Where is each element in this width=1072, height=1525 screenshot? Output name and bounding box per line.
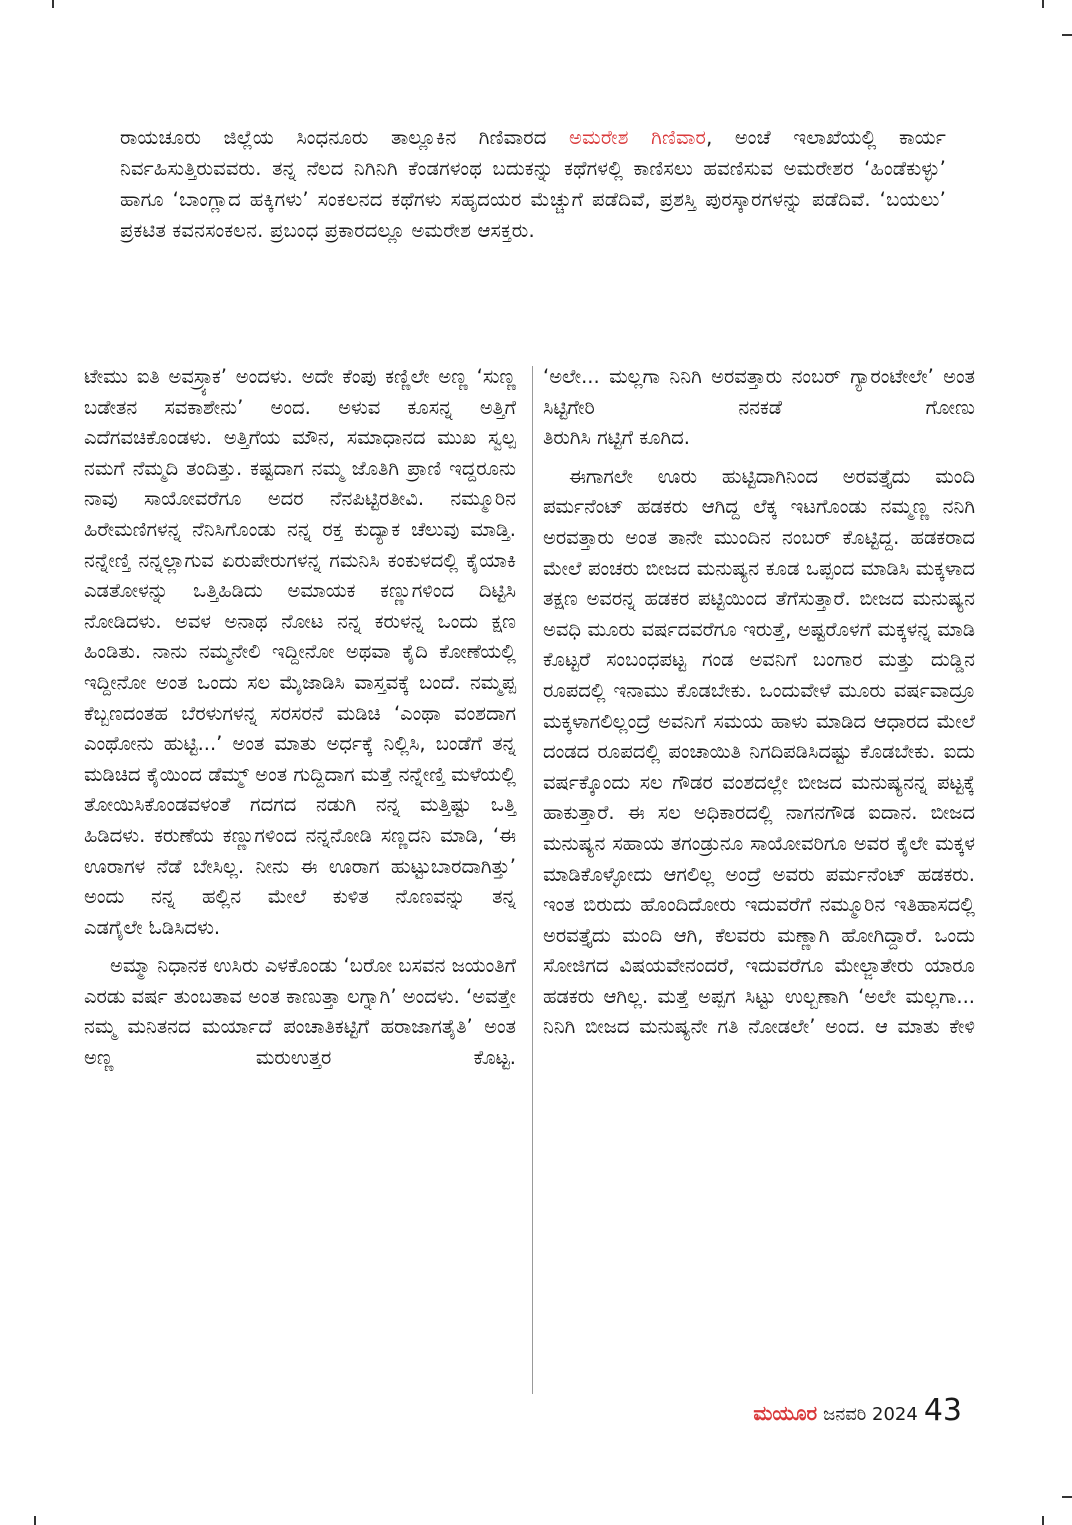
- bio-text-part1: ರಾಯಚೂರು ಜಿಲ್ಲೆಯ ಸಿಂಧನೂರು ತಾಲ್ಲೂಕಿನ ಗಿಣಿವಾರದ: [120, 126, 570, 149]
- right-paragraph-1-last-line: ತಿರುಗಿಸಿ ಗಟ್ಟಿಗೆ ಕೂಗಿದ.: [543, 426, 690, 450]
- left-paragraph-2: ಅಮ್ಮಾ ನಿಧಾನಕ ಉಸಿರು ಎಳಕೊಂಡು ‘ಬರೋ ಬಸವನ ಜಯಂತಿಗೆ ಎರಡು ವರ್ಷ ತುಂಬತಾವ ಅಂತ ಕಾಣುತ್ತಾ ಲಗ್ನಾಗಿ’ ಅಂದಳು. ‘ಅವತ್ತೇ ನಮ್ಮ ಮನಿತನದ ಮರ್ಯಾದೆ ಪಂಚಾತಿಕಟ್ಟಿಗೆ ಹರಾಜಾಗತೈತಿ’ ಅಂತ ಅಣ್ಣ ಮರುಉತ್ತರ ಕೊಟ್ಟ.: [84, 954, 516, 1070]
- right-paragraph-1-text: ‘ಅಲೇ... ಮಲ್ಲಗಾ ನಿನಿಗಿ ಅರವತ್ತಾರು ನಂಬರ್ ಗ್ಯಾರಂಟೇಲೇ’ ಅಂತ ಸಿಟ್ಟಿಗೇರಿ ನನಕಡೆ ಗೋಣು: [543, 365, 975, 419]
- crop-mark-right-bottom: [1062, 1496, 1072, 1498]
- crop-mark-right-top: [1062, 34, 1072, 36]
- page-footer: [753, 1393, 962, 1428]
- crop-mark-top-left: [52, 0, 54, 8]
- author-bio: [120, 122, 946, 246]
- right-paragraph-2: ಈಗಾಗಲೇ ಊರು ಹುಟ್ಟಿದಾಗಿನಿಂದ ಅರವತ್ತೈದು ಮಂದಿ ಪರ್ಮನೆಂಟ್ ಹಡಕರು ಆಗಿದ್ದ ಲೆಕ್ಕ ಇಟಗೊಂಡು ನಮ್ಮಣ್ಣ ನನಿಗಿ ಅರವತ್ತಾರು ಅಂತ ತಾನೇ ಮುಂದಿನ ನಂಬರ್ ಕೊಟ್ಟಿದ್ದ. ಹಡಕರಾದ ಮೇಲೆ ಪಂಚರು ಬೀಜದ ಮನುಷ್ಯನ ಕೂಡ ಒಪ್ಪಂದ ಮಾಡಿಸಿ ಮಕ್ಕಳಾದ ತಕ್ಷಣ ಅವರನ್ನ ಹಡಕರ ಪಟ್ಟಿಯಿಂದ ತೆಗೆಸುತ್ತಾರೆ. ಬೀಜದ ಮನುಷ್ಯನ ಅವಧಿ ಮೂರು ವರ್ಷದವರೆಗೂ ಇರುತ್ತೆ, ಅಷ್ಟರೊಳಗೆ ಮಕ್ಕಳನ್ನ ಮಾಡಿ ಕೊಟ್ಟರೆ ಸಂಬಂಧಪಟ್ಟ ಗಂಡ ಅವನಿಗೆ ಬಂಗಾರ ಮತ್ತು ದುಡ್ಡಿನ ರೂಪದಲ್ಲಿ ಇನಾಮು ಕೊಡಬೇಕು. ಒಂದುವೇಳೆ ಮೂರು ವರ್ಷವಾದ್ರೂ ಮಕ್ಕಳಾಗಲಿಲ್ಲಂದ್ರೆ ಅವನಿಗೆ ಸಮಯ ಹಾಳು ಮಾಡಿದ ಆಧಾರದ ಮೇಲೆ ದಂಡದ ರೂಪದಲ್ಲಿ ಪಂಚಾಯಿತಿ ನಿಗದಿಪಡಿಸಿದಷ್ಟು ಕೊಡಬೇಕು. ಐದು ವರ್ಷಕ್ಕೊಂದು ಸಲ ಗೌಡರ ವಂಶದಲ್ಲೇ ಬೀಜದ ಮನುಷ್ಯನನ್ನ ಪಟ್ಟಕ್ಕೆ ಹಾಕುತ್ತಾರೆ. ಈ ಸಲ ಅಧಿಕಾರದಲ್ಲಿ ನಾಗನಗೌಡ ಐದಾನ. ಬೀಜದ ಮನುಷ್ಯನ ಸಹಾಯ ತಗಂಡ್ರುನೂ ಸಾಯೋವರಿಗೂ ಅವರ ಕೈಲೇ ಮಕ್ಕಳ ಮಾಡಿಕೊಳ್ಳೋದು ಆಗಲಿಲ್ಲ ಅಂದ್ರೆ ಅವರು ಪರ್ಮನೆಂಟ್ ಹಡಕರು. ಇಂತ ಬಿರುದು ಹೊಂದಿದೋರು ಇದುವರೆಗೆ ನಮ್ಮೂರಿನ ಇತಿಹಾಸದಲ್ಲಿ ಅರವತ್ತೈದು ಮಂದಿ ಆಗಿ, ಕೆಲವರು ಮಣ್ಣಾಗಿ ಹೋಗಿದ್ದಾರೆ. ಒಂದು ಸೋಜಿಗದ ವಿಷಯವೇನಂದರೆ, ಇದುವರೆಗೂ ಮೇಲ್ಜಾತೇರು ಯಾರೂ ಹಡಕರು ಆಗಿಲ್ಲ. ಮತ್ತೆ ಅಪ್ಪಗ ಸಿಟ್ಟು ಉಲ್ಬಣಾಗಿ ‘ಅಲೇ ಮಲ್ಲಗಾ... ನಿನಿಗಿ ಬೀಜದ ಮನುಷ್ಯನೇ ಗತಿ ನೋಡಲೇ’ ಅಂದ. ಆ ಮಾತು ಕೇಳಿ: [543, 464, 975, 1039]
- crop-mark-bottom-left: [34, 1516, 36, 1525]
- left-paragraph-1-text: ಟೇಮು ಐತಿ ಅವಸ್ರ್ಯಾಕ’ ಅಂದಳು. ಅದೇ ಕೆಂಪು ಕಣ್ಣಿಲೇ ಅಣ್ಣ ‘ಸುಣ್ಣ ಬಡೇತನ ಸವಕಾಶೇನು’ ಅಂದ. ಅಳುವ ಕೂಸನ್ನ ಅತ್ತಿಗೆ ಎದೆಗವಚಿಕೊಂಡಳು. ಅತ್ತಿಗೆಯ ಮೌನ, ಸಮಾಧಾನದ ಮುಖ ಸ್ವಲ್ಪ ನಮಗೆ ನೆಮ್ಮದಿ ತಂದಿತ್ತು. ಕಷ್ಟದಾಗ ನಮ್ಮ ಜೊತಿಗಿ ಪ್ರಾಣಿ ಇದ್ದರೂನು ನಾವು ಸಾಯೋವರೆಗೂ ಅದರ ನೆನಪಿಟ್ಟಿರತೀವಿ. ನಮ್ಮೂರಿನ ಹಿರೇಮಣಿಗಳನ್ನ ನೆನಿಸಿಗೊಂಡು ನನ್ನ ರಕ್ತ ಕುದ್ಯಾಕ ಚೆಲುವು ಮಾಡ್ತಿ. ನನ್ನೇಣ್ತಿ ನನ್ನಲ್ಲಾಗುವ ಏರುಪೇರುಗಳನ್ನ ಗಮನಿಸಿ ಕಂಕುಳದಲ್ಲಿ ಕೈಯಾಕಿ ಎಡತೋಳನ್ನು ಒತ್ತಿಹಿಡಿದು ಅಮಾಯಕ ಕಣ್ಣುಗಳಿಂದ ದಿಟ್ಟಿಸಿ ನೋಡಿದಳು. ಅವಳ ಅನಾಥ ನೋಟ ನನ್ನ ಕರುಳನ್ನ ಒಂದು ಕ್ಷಣ ಹಿಂಡಿತು. ನಾನು ನಮ್ಮನೇಲಿ ಇದ್ದೀನೋ ಅಥವಾ ಕೈದಿ ಕೋಣೆಯಲ್ಲಿ ಇದ್ದೀನೋ ಅಂತ ಒಂದು ಸಲ ಮೈಜಾಡಿಸಿ ವಾಸ್ತವಕ್ಕೆ ಬಂದೆ. ನಮ್ಮಪ್ಪ ಕೆಬ್ಬಣದಂತಹ ಬೆರಳುಗಳನ್ನ ಸರಸರನೆ ಮಡಿಚಿ ‘ಎಂಥಾ ವಂಶದಾಗ ಎಂಥೋನು ಹುಟ್ಟಿ...’ ಅಂತ ಮಾತು ಅರ್ಧಕ್ಕೆ ನಿಲ್ಲಿಸಿ, ಬಂಡೆಗೆ ತನ್ನ ಮಡಿಚಿದ ಕೈಯಿಂದ ಡೆಮ್ಮ್ ಅಂತ ಗುದ್ದಿದಾಗ ಮತ್ತೆ ನನ್ನೇಣ್ತಿ ಮಳೆಯಲ್ಲಿ ತೋಯಿಸಿಕೊಂಡವಳಂತೆ ಗದಗದ ನಡುಗಿ ನನ್ನ ಮತ್ತಿಷ್ಟು ಒತ್ತಿ ಹಿಡಿದಳು. ಕರುಣೆಯ ಕಣ್ಣುಗಳಿಂದ ನನ್ನನೋಡಿ ಸಣ್ಣದನಿ ಮಾಡಿ, ‘ಈ ಊರಾಗಳ ನೆಡೆ ಬೇಸಿಲ್ಲ. ನೀನು ಈ ಊರಾಗ ಹುಟ್ಟುಬಾರದಾಗಿತ್ತು’ ಅಂದು ನನ್ನ ಹಲ್ಲಿನ ಮೇಲೆ ಕುಳಿತ ನೊಣವನ್ನು ತನ್ನ: [84, 365, 516, 909]
- crop-mark-bottom-right: [1042, 1516, 1044, 1525]
- right-paragraph-1: [543, 362, 975, 454]
- left-column: [84, 362, 516, 1074]
- right-column: [543, 362, 975, 1043]
- column-divider: [532, 366, 533, 1394]
- page-number: 43: [923, 1393, 962, 1428]
- author-name: ಅಮರೇಶ ಗಿಣಿವಾರ: [569, 126, 707, 149]
- left-paragraph-1-last-line: ಎಡಗೈಲೇ ಓಡಿಸಿದಳು.: [84, 915, 221, 939]
- left-paragraph-1: [84, 362, 516, 943]
- issue-month: ಜನವರಿ 2024: [823, 1404, 918, 1425]
- magazine-brand: ಮಯೂರ: [753, 1401, 818, 1425]
- crop-mark-top-right: [1042, 0, 1044, 8]
- bio-text-part2: , ಅಂಚೆ ಇಲಾಖೆಯಲ್ಲಿ ಕಾರ್ಯ ನಿರ್ವಹಿಸುತ್ತಿರುವವರು. ತನ್ನ ನೆಲದ ನಿಗಿನಿಗಿ ಕೆಂಡಗಳಂಥ ಬದುಕನ್ನು ಕಥೆಗಳಲ್ಲಿ ಕಾಣಿಸಲು ಹವಣಿಸುವ ಅಮರೇಶರ ‘ಹಿಂಡೆಕುಳ್ಳು’ ಹಾಗೂ ‘ಬಾಂಗ್ಲಾದ ಹಕ್ಕಿಗಳು’ ಸಂಕಲನದ ಕಥೆಗಳು ಸಹೃದಯರ ಮೆಚ್ಚುಗೆ ಪಡೆದಿವೆ, ಪ್ರಶಸ್ತಿ ಪುರಸ್ಕಾರಗಳನ್ನು ಪಡೆದಿವೆ. ‘ಬಯಲು’ ಪ್ರಕಟಿತ ಕವನಸಂಕಲನ. ಪ್ರಬಂಧ ಪ್ರಕಾರದಲ್ಲೂ ಅಮರೇಶ ಆಸಕ್ತರು.: [120, 126, 946, 242]
